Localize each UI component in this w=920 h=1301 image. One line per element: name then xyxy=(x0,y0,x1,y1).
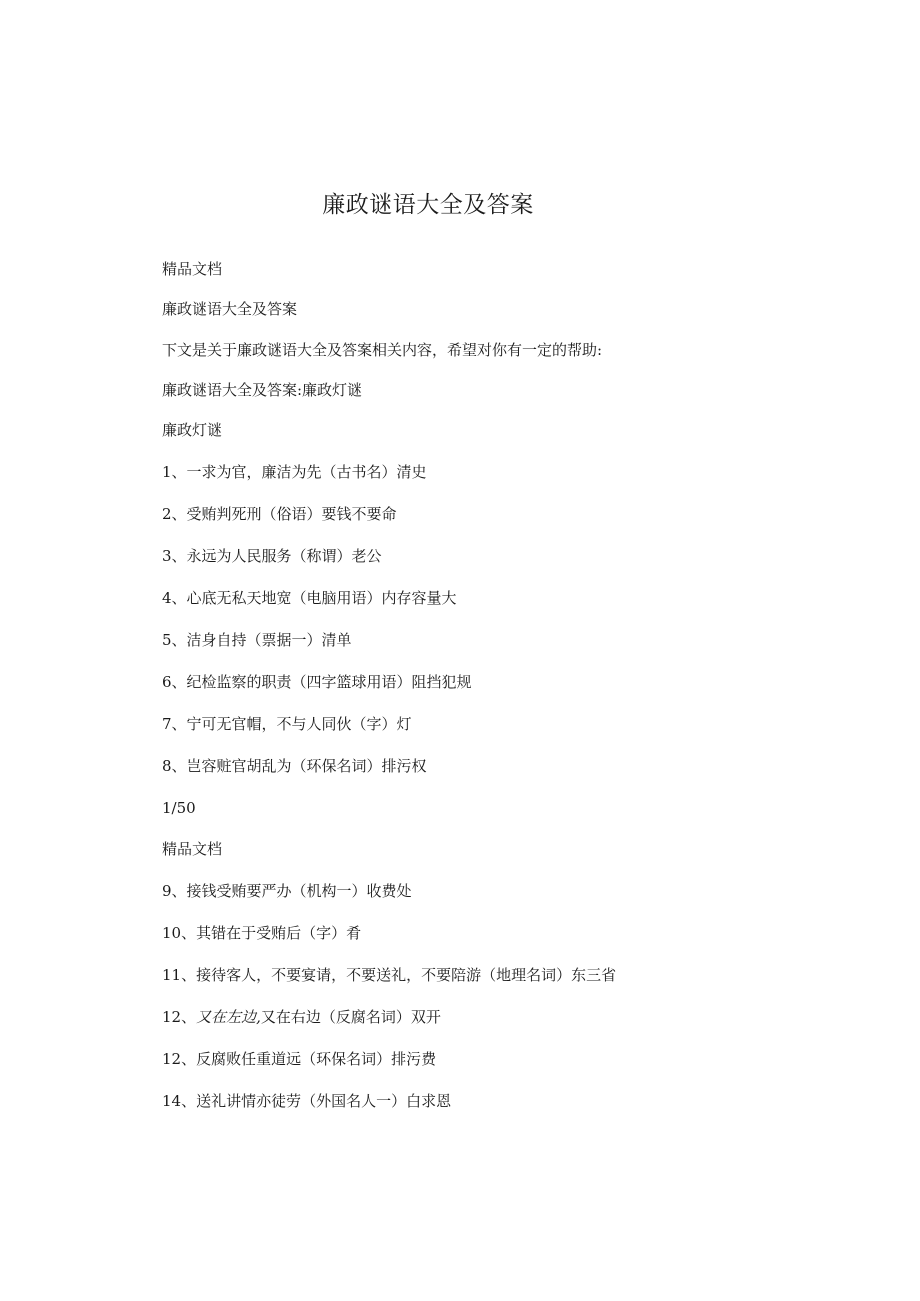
riddle-item: 7、宁可无官帽，不与人同伙（字）灯 xyxy=(162,715,412,733)
riddle-item: 4、心底无私天地宽（电脑用语）内存容量大 xyxy=(162,589,457,607)
riddle-item: 9、接钱受贿要严办（机构一）收费处 xyxy=(162,882,412,900)
section-heading: 廉政灯谜 xyxy=(162,421,223,439)
riddle-item: 6、纪检监察的职责（四字篮球用语）阻挡犯规 xyxy=(162,673,472,691)
riddle-item: 10、其错在于受贿后（字）肴 xyxy=(162,924,362,942)
riddle-item-12a xyxy=(162,1007,441,1027)
riddle-item: 12、反腐败任重道远（环保名词）排污费 xyxy=(162,1050,437,1068)
riddle-item: 1、一求为官，廉洁为先（古书名）清史 xyxy=(162,463,427,481)
header-label-2: 精品文档 xyxy=(162,840,223,858)
riddle-item: 11、接待客人，不要宴请，不要送礼，不要陪游（地理名词）东三省 xyxy=(162,966,617,984)
riddle-rest-text: 又在右边（反腐名词）双开 xyxy=(260,1008,441,1026)
riddle-item: 2、受贿判死刑（俗语）要钱不要命 xyxy=(162,505,397,523)
riddle-item: 5、洁身自持（票据一）清单 xyxy=(162,631,352,649)
riddle-prefix: 12、 xyxy=(162,1008,197,1026)
riddle-item: 14、送礼讲情亦徒劳（外国名人一）白求恩 xyxy=(162,1092,452,1110)
riddle-item: 8、岂容赃官胡乱为（环保名词）排污权 xyxy=(162,757,427,775)
riddle-item: 3、永远为人民服务（称谓）老公 xyxy=(162,547,382,565)
header-label: 精品文档 xyxy=(162,260,223,278)
document-title: 廉政谜语大全及答案 xyxy=(322,192,534,218)
section-line: 廉政谜语大全及答案:廉政灯谜 xyxy=(162,381,363,399)
intro-text: 下文是关于廉政谜语大全及答案相关内容，希望对你有一定的帮助: xyxy=(162,341,603,359)
subtitle: 廉政谜语大全及答案 xyxy=(162,300,298,318)
riddle-italic-text: 又在左边, xyxy=(196,1008,261,1026)
page-number: 1/50 xyxy=(162,799,196,817)
